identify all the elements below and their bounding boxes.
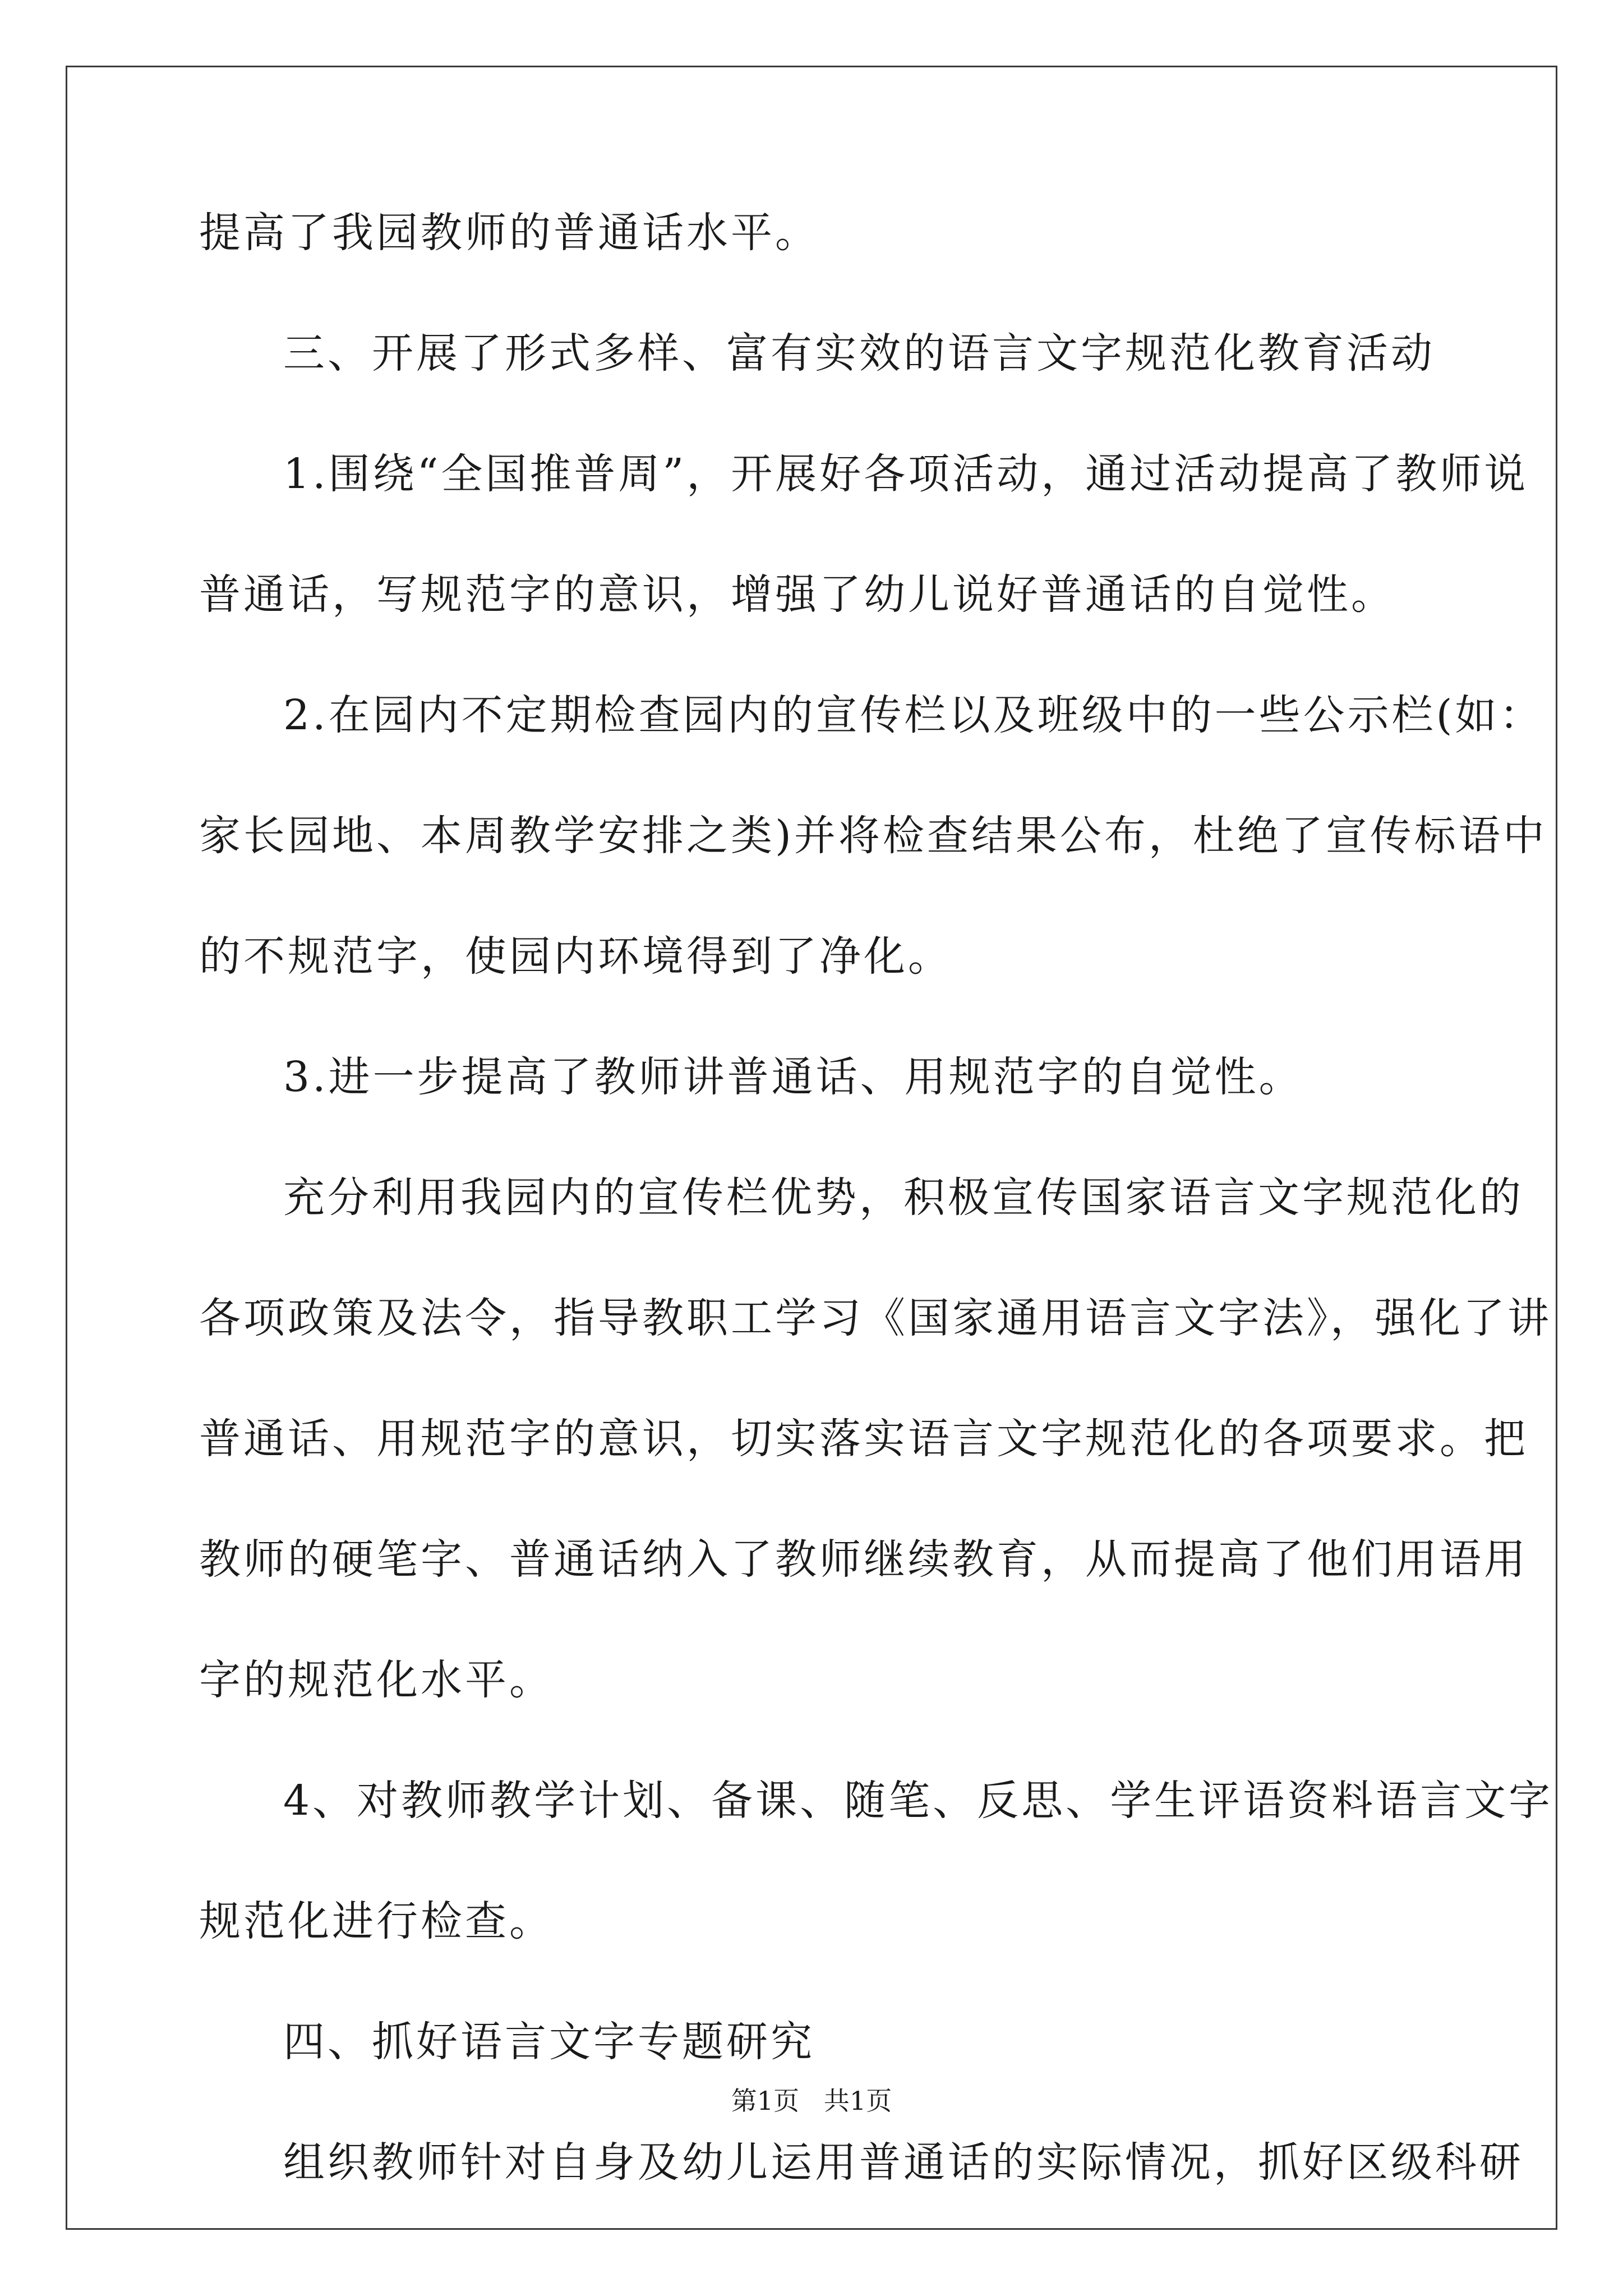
- page-number-footer: 第1页 共1页: [731, 2086, 892, 2116]
- text-line: 2.在园内不定期检查园内的宣传栏以及班级中的一些公示栏(如：: [283, 691, 1544, 739]
- text-line: 各项政策及法令，指导教职工学习《国家通用语言文字法》，强化了讲: [199, 1294, 1552, 1342]
- section-heading: 三、开展了形式多样、富有实效的语言文字规范化教育活动: [283, 329, 1435, 378]
- text-line: 的不规范字，使园内环境得到了净化。: [199, 932, 952, 981]
- text-line: 字的规范化水平。: [199, 1656, 554, 1704]
- text-line: 普通话、用规范字的意识，切实落实语言文字规范化的各项要求。把: [199, 1415, 1528, 1463]
- text-line: 3.进一步提高了教师讲普通话、用规范字的自觉性。: [283, 1053, 1303, 1101]
- text-line: 4、对教师教学计划、备课、随笔、反思、学生评语资料语言文字: [283, 1777, 1553, 1825]
- text-line: 1.围绕“全国推普周”，开展好各项活动，通过活动提高了教师说: [283, 450, 1529, 498]
- text-line: 充分利用我园内的宣传栏优势，积极宣传国家语言文字规范化的: [283, 1174, 1524, 1222]
- text-line: 规范化进行检查。: [199, 1897, 554, 1945]
- text-line: 教师的硬笔字、普通话纳入了教师继续教育，从而提高了他们用语用: [199, 1535, 1528, 1584]
- text-line: 提高了我园教师的普通话水平。: [199, 209, 819, 257]
- text-line: 家长园地、本周教学安排之类)并将检查结果公布，杜绝了宣传标语中: [199, 812, 1547, 860]
- text-line: 普通话，写规范字的意识，增强了幼儿说好普通话的自觉性。: [199, 570, 1395, 619]
- text-line: 组织教师针对自身及幼儿运用普通话的实际情况，抓好区级科研: [283, 2138, 1524, 2187]
- section-heading: 四、抓好语言文字专题研究: [283, 2018, 815, 2066]
